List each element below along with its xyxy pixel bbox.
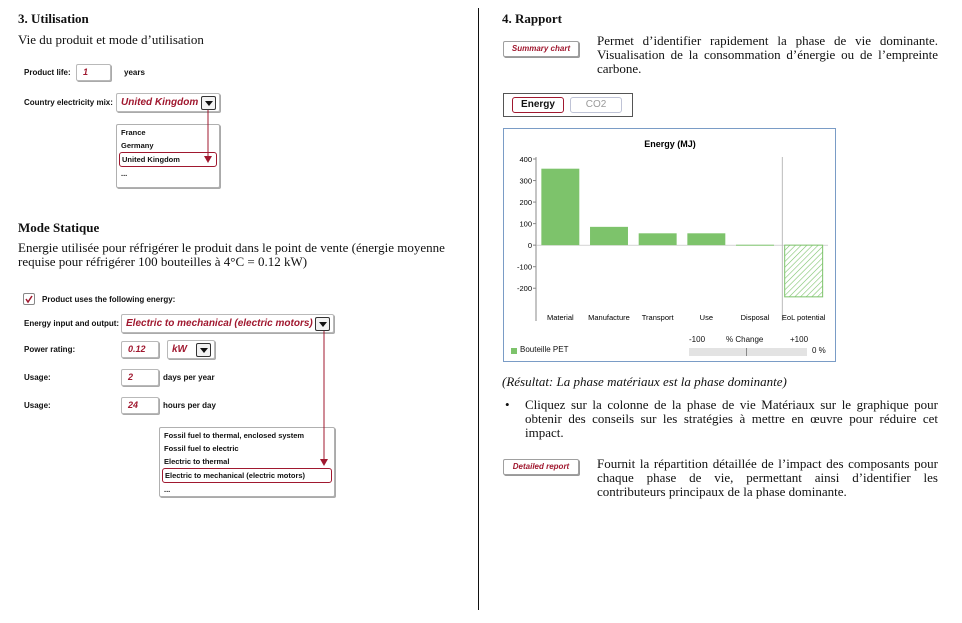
usage-days-unit: days per year <box>163 373 215 382</box>
usage-days-input[interactable]: 2 <box>121 369 159 386</box>
energy-io-label: Energy input and output: <box>24 319 120 328</box>
power-rating-label: Power rating: <box>24 345 76 354</box>
mode-statique-title: Mode Statique <box>18 220 100 235</box>
detailed-report-button[interactable]: Detailed report <box>503 459 579 475</box>
energy-option[interactable]: ... <box>164 485 171 494</box>
section-3-title: 3. Utilisation <box>18 11 89 26</box>
chart-title: Energy (MJ) <box>644 139 696 149</box>
x-tick-label: Material <box>546 313 574 322</box>
power-unit-dropdown[interactable] <box>167 340 215 359</box>
metric-tab-bar <box>503 93 633 117</box>
mix-option[interactable]: Germany <box>121 141 154 150</box>
connector-arrow <box>316 329 332 469</box>
detailed-report-description: Fournit la répartition détaillée de l’impact des composants pour chaque phase de vie, permettant ainsi d’identifier les contributeurs principaux de la phase dominante. <box>597 456 938 499</box>
tab-co2[interactable]: CO2 <box>570 97 622 113</box>
bar-use[interactable] <box>687 233 725 245</box>
product-life-unit: years <box>124 68 145 77</box>
bar-transport[interactable] <box>639 233 677 245</box>
power-rating-input[interactable]: 0.12 <box>121 341 159 358</box>
x-tick-label: Use <box>699 313 714 322</box>
power-unit-value: kW <box>172 344 187 355</box>
electricity-mix-label: Country electricity mix: <box>24 98 113 107</box>
bar-material[interactable] <box>541 169 579 245</box>
mix-option-selected[interactable]: United Kingdom <box>119 152 217 167</box>
summary-chart-description: Permet d’identifier rapidement la phase de vie dominante. Visualisation de la consommation d’énergie ou de l’empreinte carbone. <box>597 33 938 76</box>
mode-statique-text: Energie utilisée pour réfrigérer le produit dans le point de vente (énergie moyenne requise pour réfrigérer 100 bouteilles à 4°C = 0.12 kW) <box>18 240 445 269</box>
result-text: (Résultat: La phase matériaux est la phase dominante) <box>502 374 787 389</box>
y-tick-label: 200 <box>519 198 532 208</box>
section-3-subtitle: Vie du produit et mode d’utilisation <box>18 32 204 47</box>
x-tick-label: Disposal <box>740 313 770 322</box>
usage-hours-label: Usage: <box>24 401 51 410</box>
mix-option[interactable]: ... <box>121 169 128 178</box>
mix-option[interactable]: France <box>121 128 146 137</box>
usage-hours-unit: hours per day <box>163 401 216 410</box>
energy-option[interactable]: Electric to thermal <box>164 457 230 466</box>
legend-label: Bouteille PET <box>520 345 569 354</box>
usage-days-label: Usage: <box>24 373 51 382</box>
bar-eol-potential[interactable] <box>785 245 823 297</box>
energy-option[interactable]: Fossil fuel to thermal, enclosed system <box>164 431 305 440</box>
y-tick-label: -100 <box>516 262 532 272</box>
change-min-label: -100 <box>689 335 706 344</box>
change-max-label: +100 <box>790 335 809 344</box>
legend-swatch <box>511 348 517 354</box>
connector-arrow <box>200 108 216 164</box>
bar-manufacture[interactable] <box>590 227 628 245</box>
bullet-icon: • <box>505 397 510 412</box>
y-tick-label: 400 <box>519 155 532 164</box>
energy-option[interactable]: Fossil fuel to electric <box>164 444 239 453</box>
bar-disposal[interactable] <box>736 245 774 246</box>
chevron-down-icon[interactable] <box>196 343 211 357</box>
bullet-text: Cliquez sur la colonne de la phase de vie Matériaux sur le graphique pour obtenir des conseils sur les stratégies à mettre en œuvre pour réduire cet impact. <box>525 397 938 440</box>
y-tick-label: 100 <box>519 219 532 229</box>
energy-io-options <box>159 427 335 497</box>
summary-chart-button[interactable]: Summary chart <box>503 41 579 57</box>
x-tick-label: Manufacture <box>588 313 630 322</box>
change-slider[interactable] <box>689 348 807 356</box>
section-4-title: 4. Rapport <box>502 11 562 26</box>
energy-option-selected[interactable]: Electric to mechanical (electric motors) <box>162 468 332 483</box>
usage-hours-input[interactable]: 24 <box>121 397 159 414</box>
energy-io-dropdown[interactable] <box>121 314 334 333</box>
y-tick-label: 0 <box>527 241 532 251</box>
y-tick-label: 300 <box>519 176 532 186</box>
product-life-label: Product life: <box>24 68 71 77</box>
slider-thumb[interactable] <box>746 348 747 356</box>
column-divider <box>478 8 479 610</box>
energy-chart-panel <box>503 128 836 362</box>
uses-energy-checkbox[interactable] <box>23 293 35 305</box>
tab-energy[interactable]: Energy <box>512 97 564 113</box>
x-tick-label: EoL potential <box>781 313 826 322</box>
uses-energy-label: Product uses the following energy: <box>42 295 176 304</box>
change-value: 0 % <box>812 346 826 355</box>
energy-chart <box>504 129 835 361</box>
y-tick-label: -200 <box>516 284 532 294</box>
electricity-mix-value: United Kingdom <box>121 97 199 108</box>
change-label: % Change <box>726 335 764 344</box>
energy-io-value: Electric to mechanical (electric motors) <box>126 318 313 329</box>
x-tick-label: Transport <box>641 313 674 322</box>
product-life-input[interactable]: 1 <box>76 64 111 81</box>
check-icon <box>24 294 34 304</box>
